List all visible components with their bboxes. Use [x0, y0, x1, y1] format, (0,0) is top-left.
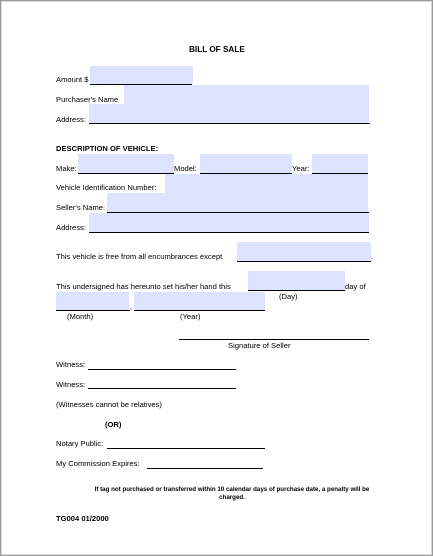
notary-label: Notary Public: — [56, 439, 104, 448]
address-line — [89, 123, 370, 124]
witness-2-line — [88, 388, 236, 389]
purchaser-label: Purchaser's Name — [56, 95, 119, 104]
witness-1-label: Witness: — [56, 360, 86, 369]
encumbrance-field[interactable] — [237, 242, 374, 261]
seller-address-label: Address: — [56, 223, 86, 232]
commission-line — [147, 468, 263, 469]
seller-address-field[interactable] — [89, 213, 369, 232]
sign-year-field[interactable] — [134, 292, 265, 310]
seller-name-field[interactable] — [107, 193, 368, 212]
seller-address-line — [89, 232, 369, 233]
make-field[interactable] — [78, 154, 174, 173]
month-caption: (Month) — [67, 312, 94, 321]
notary-line — [107, 448, 265, 449]
signature-line — [179, 339, 369, 340]
notary-field[interactable] — [107, 440, 265, 448]
purchaser-name-field[interactable] — [124, 85, 369, 104]
vin-field[interactable] — [165, 174, 368, 193]
model-field[interactable] — [200, 154, 292, 173]
witness-2-label: Witness: — [56, 380, 86, 389]
commission-label: My Commission Expires: — [56, 459, 140, 468]
make-line — [78, 173, 174, 174]
day-of-text: day of — [345, 282, 366, 291]
amount-label: Amount $ — [56, 75, 89, 84]
form-code: TG004 01/2000 — [56, 514, 109, 523]
year-sign-line — [134, 310, 265, 311]
form-title: BILL OF SALE — [189, 45, 245, 54]
month-field[interactable] — [56, 292, 129, 310]
purchaser-address-field[interactable] — [89, 104, 369, 123]
comma-text: , — [130, 302, 133, 311]
witness-note: (Witnesses cannot be relatives) — [56, 400, 162, 409]
day-line — [248, 290, 345, 291]
description-heading: DESCRIPTION OF VEHICLE: — [56, 144, 159, 153]
month-line — [56, 310, 130, 311]
make-label: Make: — [56, 164, 77, 173]
day-field[interactable] — [248, 271, 345, 290]
day-caption: (Day) — [279, 292, 298, 301]
witness-1-field[interactable] — [88, 361, 236, 369]
encumbrance-period: . — [371, 252, 374, 261]
seller-label: Seller's Name: — [56, 203, 106, 212]
or-text: (OR) — [105, 420, 122, 429]
encumbrance-text: This vehicle is free from all encumbrances except — [56, 252, 223, 261]
amount-field[interactable] — [90, 66, 193, 84]
address-label: Address: — [56, 115, 86, 124]
year-label: Year: — [292, 164, 310, 173]
year-caption: (Year) — [180, 312, 201, 321]
witness-2-field[interactable] — [88, 380, 236, 388]
model-label: Model: — [174, 164, 197, 173]
commission-field[interactable] — [147, 460, 263, 468]
hand-text: This undersigned has hereunto set his/her hand this — [56, 282, 231, 291]
year-field[interactable] — [312, 154, 368, 173]
signature-caption: Signature of Seller — [228, 341, 291, 350]
penalty-note: If tag not purchased or transferred within 10 calendar days of purchase date, a penalty will be charged. — [94, 486, 370, 501]
witness-1-line — [88, 369, 236, 370]
encumbrance-line — [237, 261, 371, 262]
vin-label: Vehicle Identification Number: — [56, 183, 157, 192]
